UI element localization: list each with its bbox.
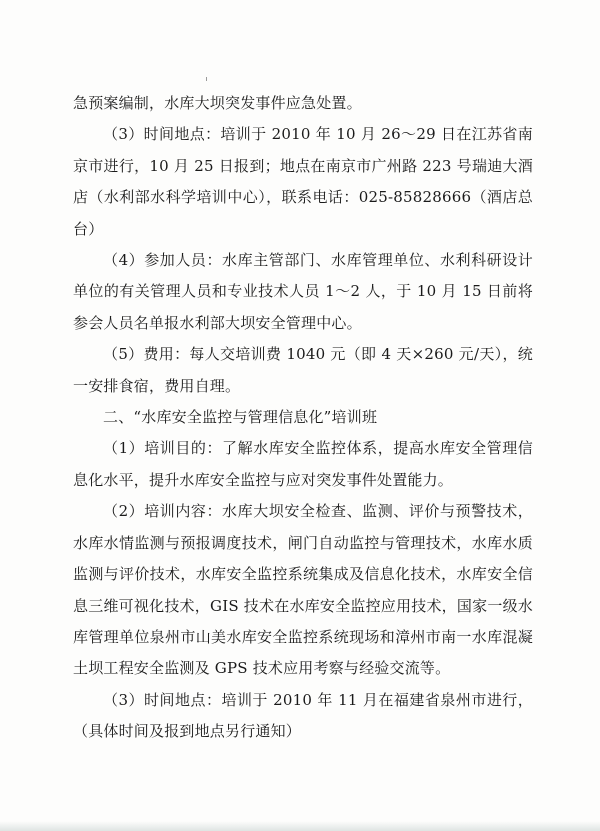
- paragraph-time-location-2: （3）时间地点：培训于 2010 年 11 月在福建省泉州市进行，（具体时间及报到地点另行通知）: [73, 690, 533, 741]
- paragraph-participants: （4）参加人员：水库主管部门、水库管理单位、水利科研设计单位的有关管理人员和专业技术人员 1～2 人，于 10 月 15 日前将参会人员名单报水利部大坝安全管理中心。: [73, 251, 533, 332]
- paragraph-time-location-1: （3）时间地点：培训于 2010 年 10 月 26～29 日在江苏省南京市进行，10 月 25 日报到；地点在南京市广州路 223 号瑞迪大酒店（水利部水科学培训中心），联系电话：025-85828666（酒店总台）: [73, 125, 533, 238]
- paragraph-training-content: （2）培训内容：水库大坝安全检查、监测、评价与预警技术，水库水情监测与预报调度技术，闸门自动监控与管理技术，水库水质监测与评价技术，水库安全监控系统集成及信息化技术，水库安全信息三维可视化技术，GIS 技术在水库安全监控应用技术，国家一级水库管理单位泉州市山美水库安全监控系统现场和漳州市南一水库混凝土坝工程安全监测及 GPS 技术应用考察与经验交流等。: [73, 502, 533, 678]
- paragraph-fees: （5）费用：每人交培训费 1040 元（即 4 天×260 元/天），统一安排食宿，费用自理。: [73, 345, 533, 395]
- paragraph-training-purpose: （1）培训目的：了解水库安全监控体系，提高水库安全管理信息化水平，提升水库安全监控与应对突发事件处置能力。: [73, 439, 533, 489]
- section-heading-two: 二、“水库安全监控与管理信息化”培训班: [103, 408, 378, 427]
- document-body: [73, 88, 533, 748]
- scan-edge-shadow: [0, 821, 600, 831]
- scan-speck: [206, 77, 207, 81]
- paragraph-emergency-disposal: 急预案编制，水库大坝突发事件应急处置。: [73, 94, 362, 112]
